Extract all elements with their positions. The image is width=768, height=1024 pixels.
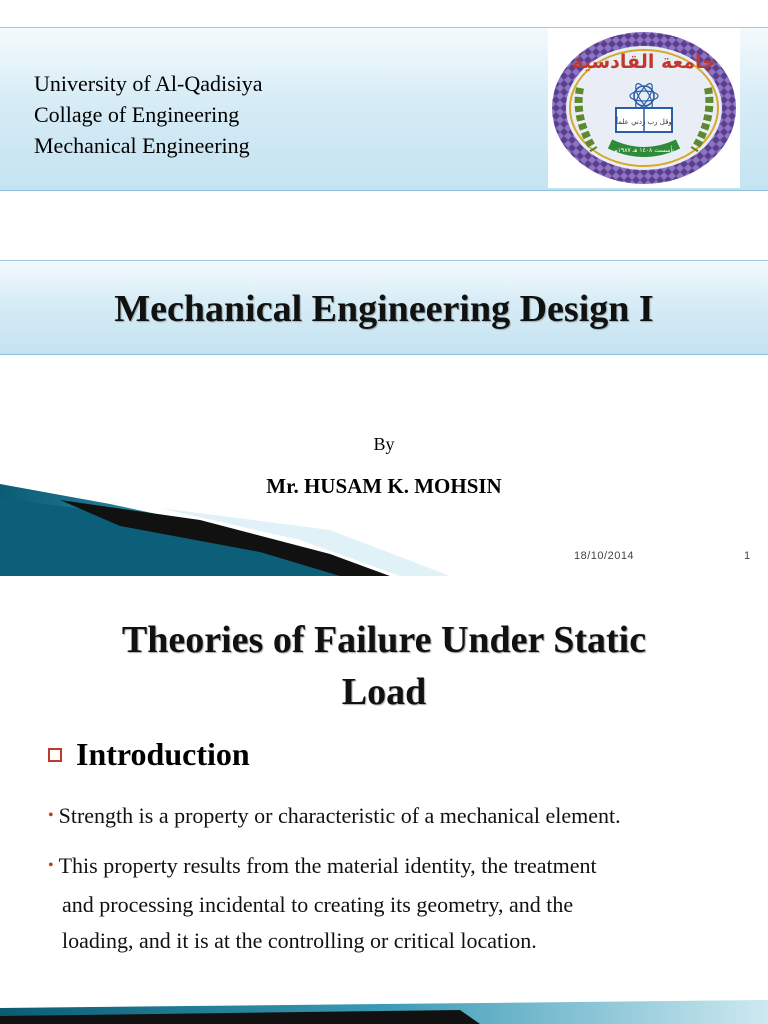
bullet-dot-icon: • (48, 857, 54, 874)
college-name: Collage of Engineering (34, 102, 240, 127)
checkbox-bullet-icon (48, 748, 62, 762)
slide-2 (0, 576, 768, 1024)
slide-page-number: 1 (744, 550, 751, 562)
university-logo (548, 28, 740, 188)
title-banner (0, 260, 768, 355)
bullet-2-line-2: and processing incidental to creating its geometry, and the (62, 892, 574, 917)
slide-2-title-line-1: Theories of Failure Under Static (121, 619, 647, 661)
bullet-2-line-3: loading, and it is at the controlling or critical location. (62, 928, 537, 953)
bullet-dot-icon: • (48, 807, 54, 824)
introduction-heading (48, 736, 250, 773)
logo-arabic-bottom: تأسست ١٤٠٨ هـ ١٩٨٧م (614, 147, 674, 154)
bullet-1-line-1: Strength is a property or characteristic of a mechanical element. (58, 803, 621, 828)
logo-arabic-top: جامعة القادسية (572, 51, 716, 73)
by-label: By (373, 434, 395, 454)
header-banner (0, 27, 768, 191)
introduction-text: Introduction (76, 736, 250, 772)
institution-lines (34, 68, 263, 161)
course-title: Mechanical Engineering Design I (114, 288, 654, 330)
slide-2-title-line-2: Load (341, 671, 427, 713)
slide-date: 18/10/2014 (574, 550, 635, 562)
bullet-1 (48, 798, 738, 837)
author-name: Mr. HUSAM K. MOHSIN (266, 474, 502, 498)
decorative-swoosh (0, 470, 768, 576)
bullet-2 (48, 848, 738, 959)
slide-2-title (0, 614, 768, 718)
bullet-2-line-1: This property results from the material identity, the treatment (58, 853, 597, 878)
university-name: University of Al-Qadisiya (34, 71, 263, 96)
department-name: Mechanical Engineering (34, 133, 250, 158)
bottom-swoosh (0, 988, 768, 1024)
logo-arabic-book: وقل رب زدني علماً (616, 118, 672, 126)
